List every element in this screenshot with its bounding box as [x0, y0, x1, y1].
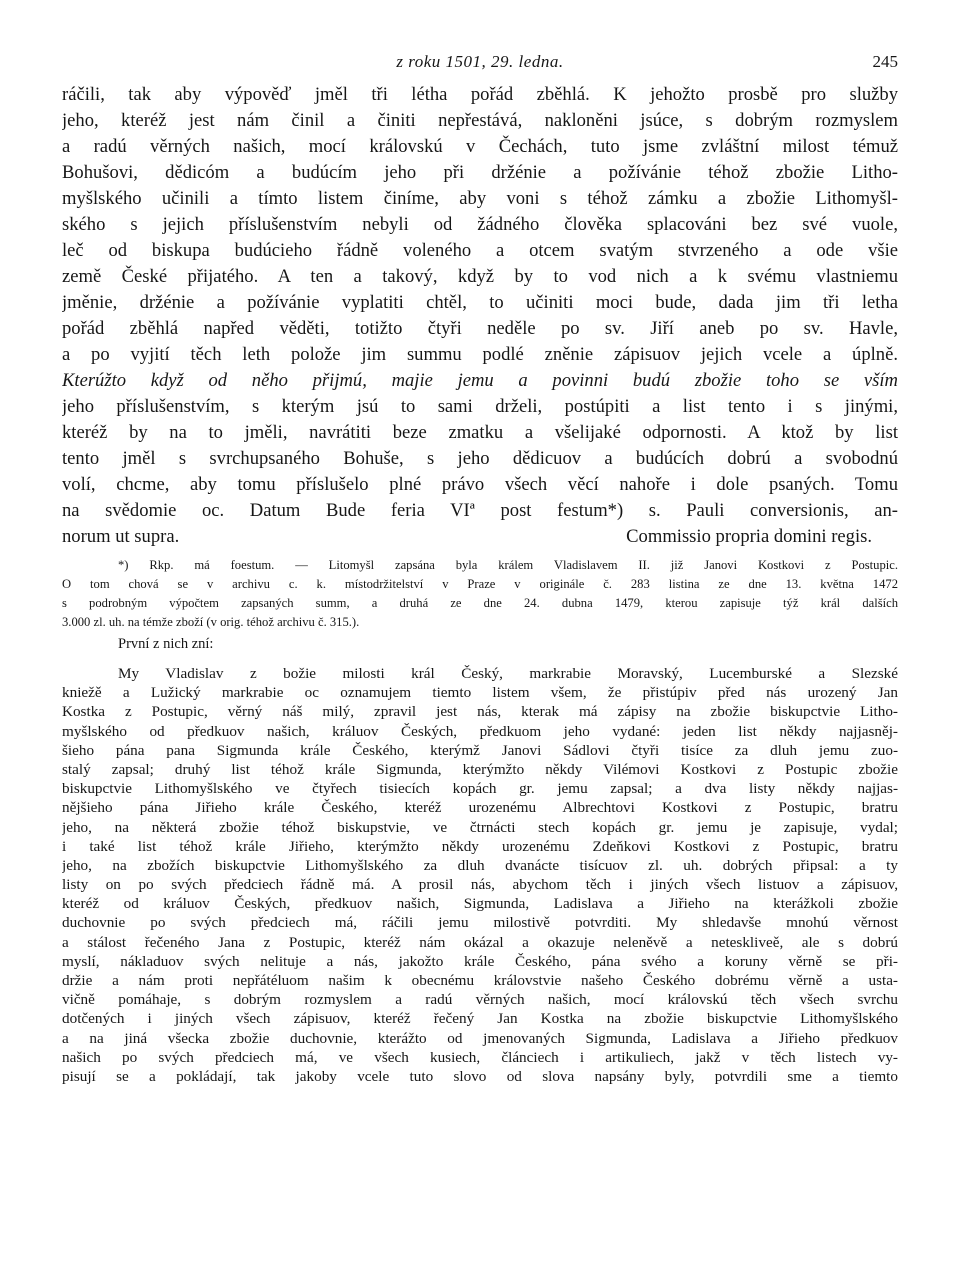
text-line: volí, chcme, aby tomu příslušelo plné právo všech věcí nahoře i dole psaných. Tomu [62, 474, 898, 495]
text-line: země České přijatého. A ten a takový, když by to vod nich a k svému vlastniemu [62, 266, 898, 287]
text-line: jeho příslušenstvím, s kterým jsú to sami drželi, postúpiti a list tento i s jinými, [62, 396, 898, 417]
text-line: pořád zběhlá napřed věděti, totižto čtyři neděle po sv. Jiří aneb po sv. Havle, [62, 318, 898, 339]
text-line: leč od biskupa budúcieho řádně voleného a otcem svatým stvrzeného a ode všie [62, 240, 898, 261]
charter-line: dotčených i jiných všech zápisuov, kteréž řečený Jan Kostka na zbožie biskupctvie Lithomyšlského [62, 1010, 898, 1028]
footnote-line: 3.000 zl. uh. na témže zboží (v orig. téhož archivu č. 315.). [62, 615, 360, 629]
charter-text [62, 664, 898, 1086]
text-line: na svědomie oc. Datum Bude feria VIª post festum*) s. Pauli conversionis, an- [62, 500, 898, 521]
text-line: tento jměl s svrchupsaného Bohuše, s jeho dědicuov a budúcích dobrú a svobodnú [62, 448, 898, 469]
footnotes [62, 556, 898, 654]
closing-date-phrase: norum ut supra. [62, 526, 180, 547]
main-text [62, 82, 898, 550]
charter-line: vičně pomáhaje, s dobrým rozmyslem a radú věrných našich, mocí královskú těch všech svrchu [62, 991, 898, 1009]
charter-line: Kostka z Postupic, věrný náš milý, zpravil jest nás, kterak má zápisy na zbožie biskupctvie Litho- [62, 703, 898, 721]
text-line: ráčili, tak aby výpověď jměl tři létha pořád zběhlá. K jehožto prosbě pro služby [62, 84, 898, 105]
text-line: jměnie, držénie a požívánie vyplatiti chtěl, to učiniti moci bude, dada jim tři letha [62, 292, 898, 313]
charter-line: listy on po svých předciech řádně má. A prosil nás, abychom těch i jiných všech listuov a zápisuov, [62, 876, 898, 894]
charter-line: i také list téhož krále Jiřieho, kterýmžto někdy urozenému Zdeňkovi Kostkovi z Postupic, bratru [62, 837, 898, 855]
charter-line: stalý zapsal; druhý list téhož krále Sigmunda, kterýmžto někdy Vilémovi Kostkovi z Postupic zbožie [62, 760, 898, 778]
document-page [62, 52, 898, 1252]
charter-line: šieho pána pana Sigmunda krále Českého, kterýmž Janovi Sádlovi čtyři tisíce za dluh jemu zuo- [62, 741, 898, 759]
charter-intro: První z nich zní: [118, 636, 214, 652]
charter-line: držie a nám proti nepřátéluom našim k obecnému královstvie našeho Českého dobrému věrně a usta- [62, 972, 898, 989]
text-line: kteréž by na to jměli, navrátiti beze zmatku a všelijaké odpornosti. A ktož by list [62, 422, 898, 443]
page-number: 245 [872, 52, 898, 71]
charter-line: My Vladislav z božie milosti král Český, markrabie Moravský, Lucemburské a Slezské [118, 665, 898, 682]
footnote-line: O tom chová se v archivu c. k. místodržitelství v Praze v originále č. 283 listina ze dne 13. května 1472 [62, 577, 898, 591]
charter-line: jeho, na některá zbožie téhož biskupstvie, ve čtrnácti stech kopách gr. jemu je zapisuje, vydal; [62, 818, 898, 836]
text-line: myšlského učinili a tímto listem činíme, aby voni s téhož zámku a zbožie Lithomyšl- [62, 188, 898, 209]
charter-line: nějšieho pána Jiřieho krále Českého, kteréž urozenému Albrechtovi Kostkovi z Postupic, bratru [62, 799, 898, 817]
italic-phrase: Kterúžto když od něho přijmú, majie jemu a povinni budú zbožie toho se vším [62, 370, 898, 391]
charter-line: a stálost řečeného Jana z Postupic, kteréž nám okázal a okazuje neleněvě a neteskliveě, ale s dobrú [62, 933, 898, 951]
text-line: ského s jejich příslušenstvím nebyli od žádného člověka splacováni bez své vuole, [62, 214, 898, 235]
closing-line [62, 524, 898, 550]
charter-line: našich po svých předciech má, ve všech kusiech, článciech i artikuliech, jakž v těch listech vy- [62, 1048, 898, 1066]
charter-line: pisují se a pokládají, tak jakoby vcele tuto slovo od slova napsány byly, potvrdili sme a tiemto [62, 1067, 898, 1085]
text-line: jeho, kteréž jest nám činil a činiti nepřestává, nakloněni jsúce, s dobrým rozmyslem [62, 110, 898, 131]
footnote-line: *) Rkp. má foestum. — Litomyšl zapsána byla králem Vladislavem II. již Janovi Kostkovi z Postupic. [118, 558, 898, 572]
italic-text-line [62, 368, 898, 394]
footnote-line: s podrobným výpočtem zapsaných summ, a druhá ze dne 24. dubna 1479, kterou zapisuje týž král dalších [62, 596, 898, 610]
charter-line: biskupctvie Lithomyšlského ve čtyřech tisiecích kopách gr. jemu zapsal; a dva listy někdy najjas- [62, 780, 898, 798]
charter-line: kteréž od králuov Českých, předkuov našich, Sigmunda, Ladislava a Jiřieho na kterážkoli zbožie [62, 895, 898, 913]
charter-line: jeho, na zbožích biskupctvie Lithomyšlského za dluh dvanácte tisícuov zl. uh. dobrých připsal: a ty [62, 856, 898, 874]
charter-line: duchovnie po svých předciech má, ráčili jemu milostivě potvrditi. My shledavše mnohú věrnost [62, 914, 898, 932]
charter-line: kniežě a Lužický markrabie oc oznamujem tiemto listem všem, že přistúpiv před nás urozený Jan [62, 684, 898, 702]
commission-note: Commissio propria domini regis. [626, 526, 872, 547]
running-head: z roku 1501, 29. ledna. [396, 52, 564, 71]
text-line: a po vyjití těch leth polože jim summu podlé zněnie zápisuov jejich vcele a úplně. [62, 344, 898, 365]
charter-line: a na jiná všecka zbožie duchovnie, kterážto od jmenovaných Sigmunda, Ladislava a Jiřieho předkuov [62, 1029, 898, 1047]
text-line: Bohušovi, dědicóm a budúcím jeho při držénie a požívánie téhož zbožie Litho- [62, 162, 898, 183]
text-line: a radú věrných našich, mocí královskú v Čechách, tuto jsme zvláštní milost témuž [62, 136, 898, 157]
charter-line: myšlského od předkuov našich, králuov Českých, předkuom jeho vydané: jeden list někdy najjasněj- [62, 722, 898, 740]
charter-line: myslí, nákladuov svých nelituje a nás, jakožto krále Českého, pána svého a koruny věrně se při- [62, 952, 898, 970]
page-header [62, 52, 898, 82]
